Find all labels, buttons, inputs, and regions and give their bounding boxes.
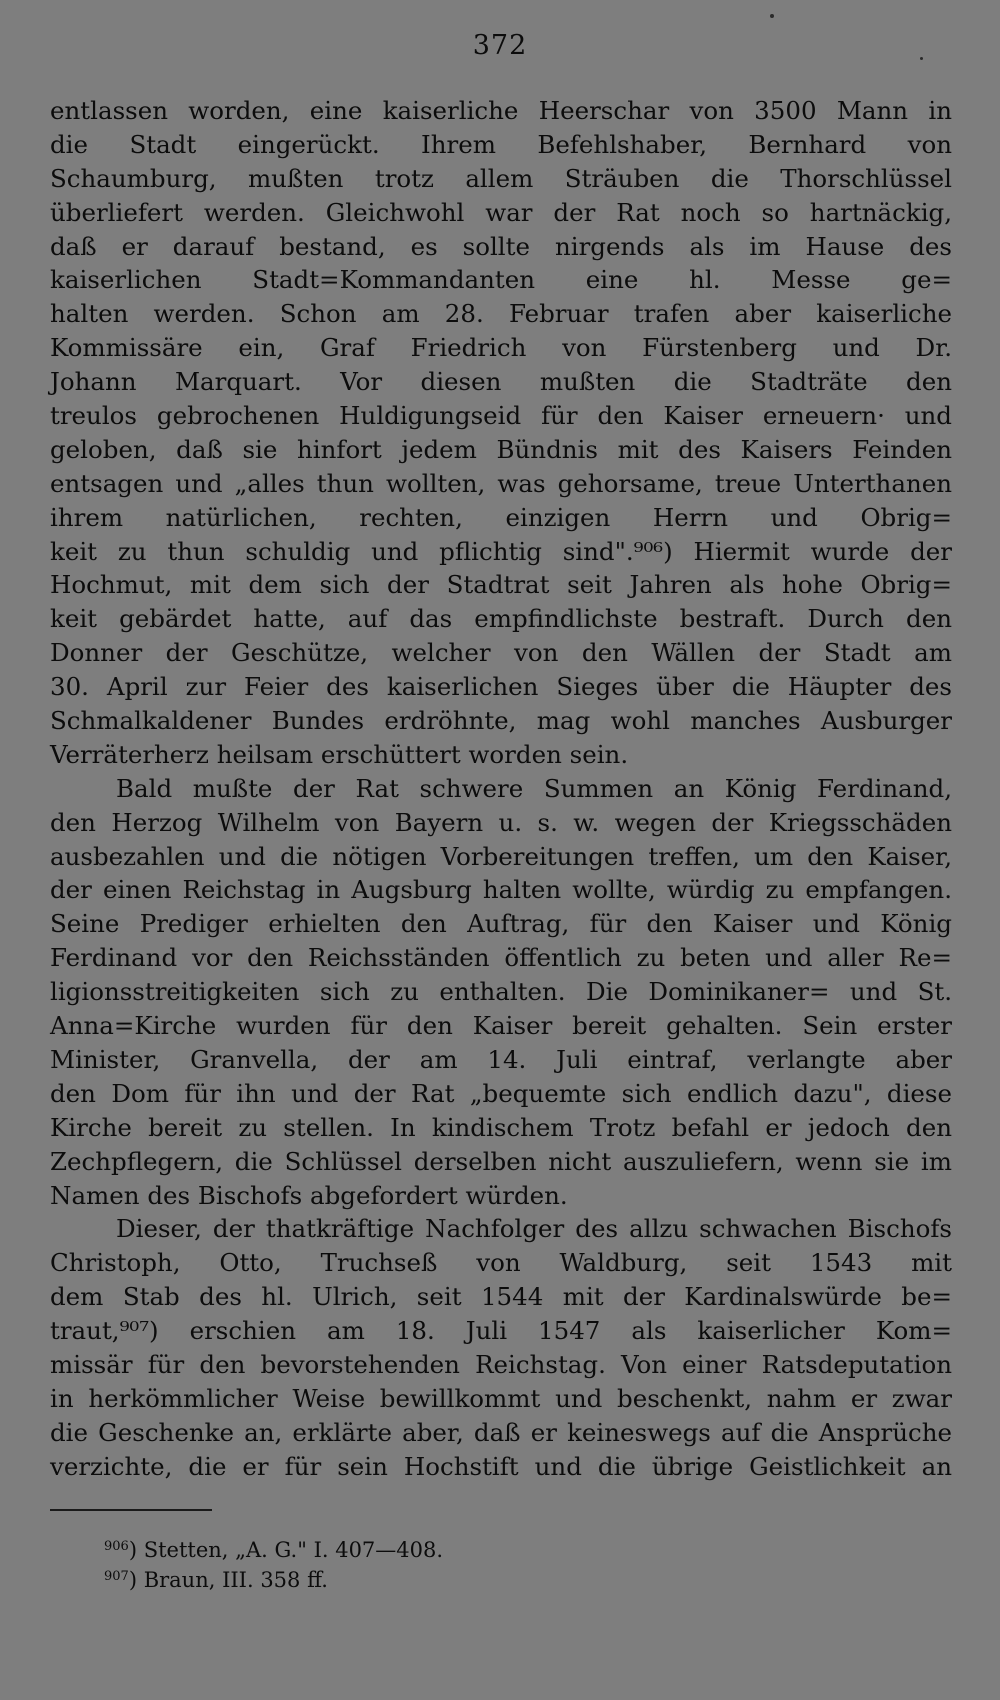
paper-speck <box>770 14 774 18</box>
text-line: 30. April zur Feier des kaiserlichen Sieges über die Häupter des <box>50 672 952 702</box>
text-line: Verräterherz heilsam erschüttert worden sein. <box>50 739 629 769</box>
text-line: Ferdinand vor den Reichsständen öffentlich zu beten und aller Re= <box>50 943 952 973</box>
text-line: Dieser, der thatkräftige Nachfolger des allzu schwachen Bischofs <box>116 1214 952 1244</box>
paper-speck <box>920 57 923 60</box>
text-line: der einen Reichstag in Augsburg halten wollte, würdig zu empfangen. <box>50 875 952 905</box>
text-line: ausbezahlen und die nötigen Vorbereitungen treffen, um den Kaiser, <box>50 841 952 871</box>
text-line: Zechpflegern, die Schlüssel derselben nicht auszuliefern, wenn sie im <box>50 1146 952 1176</box>
text-line: keit zu thun schuldig und pflichtig sind".⁹⁰⁶) Hiermit wurde der <box>50 536 952 566</box>
footnote <box>104 1532 904 1562</box>
text-line: die Stadt eingerückt. Ihrem Befehlshaber, Bernhard von <box>50 129 952 159</box>
text-line: die Geschenke an, erklärte aber, daß er keineswegs auf die Ansprüche <box>50 1417 952 1447</box>
text-line: verzichte, die er für sein Hochstift und die übrige Geistlichkeit an <box>50 1451 952 1481</box>
text-line: ligionsstreitigkeiten sich zu enthalten. Die Dominikaner= und St. <box>50 977 952 1007</box>
text-line: Schaumburg, mußten trotz allem Sträuben die Thorschlüssel <box>50 163 952 193</box>
text-line: treulos gebrochenen Huldigungseid für den Kaiser erneuern· und <box>50 401 952 431</box>
footnote-mark: 906 <box>104 1539 129 1554</box>
text-line: daß er darauf bestand, es sollte nirgends als im Hause des <box>50 231 952 261</box>
footnotes <box>104 1532 904 1592</box>
text-line: halten werden. Schon am 28. Februar trafen aber kaiserliche <box>50 299 952 329</box>
text-line: ihrem natürlichen, rechten, einzigen Herrn und Obrig= <box>50 502 952 532</box>
text-line: Bald mußte der Rat schwere Summen an König Ferdinand, <box>116 773 952 803</box>
text-line: in herkömmlicher Weise bewillkommt und beschenkt, nahm er zwar <box>50 1383 952 1413</box>
footnote <box>104 1562 904 1592</box>
text-line: Anna=Kirche wurden für den Kaiser bereit gehalten. Sein erster <box>50 1011 952 1041</box>
text-line: Kommissäre ein, Graf Friedrich von Fürstenberg und Dr. <box>50 333 952 363</box>
text-line: dem Stab des hl. Ulrich, seit 1544 mit der Kardinalswürde be= <box>50 1282 952 1312</box>
text-line: geloben, daß sie hinfort jedem Bündnis mit des Kaisers Feinden <box>50 434 952 464</box>
text-line: den Dom für ihn und der Rat „bequemte sich endlich dazu", diese <box>50 1078 952 1108</box>
text-line: Seine Prediger erhielten den Auftrag, für den Kaiser und König <box>50 909 952 939</box>
text-line: Minister, Granvella, der am 14. Juli eintraf, verlangte aber <box>50 1044 952 1074</box>
text-line: traut,⁹⁰⁷) erschien am 18. Juli 1547 als kaiserlicher Kom= <box>50 1316 952 1346</box>
text-line: Donner der Geschütze, welcher von den Wällen der Stadt am <box>50 638 952 668</box>
footnote-mark: 907 <box>104 1569 129 1584</box>
text-line: Johann Marquart. Vor diesen mußten die Stadträte den <box>50 367 952 397</box>
text-line: Schmalkaldener Bundes erdröhnte, mag wohl manches Ausburger <box>50 706 952 736</box>
page-number: 372 <box>472 30 528 61</box>
text-line: keit gebärdet hatte, auf das empfindlichste bestraft. Durch den <box>50 604 952 634</box>
footnote-rule <box>50 1509 212 1511</box>
text-line: kaiserlichen Stadt=Kommandanten eine hl. Messe ge= <box>50 265 952 295</box>
text-line: Namen des Bischofs abgefordert würden. <box>50 1180 568 1210</box>
text-line: den Herzog Wilhelm von Bayern u. s. w. wegen der Kriegsschäden <box>50 807 952 837</box>
text-line: missär für den bevorstehenden Reichstag. Von einer Ratsdeputation <box>50 1349 952 1379</box>
text-line: Christoph, Otto, Truchseß von Waldburg, seit 1543 mit <box>50 1248 952 1278</box>
text-line: Hochmut, mit dem sich der Stadtrat seit Jahren als hohe Obrig= <box>50 570 952 600</box>
text-line: Kirche bereit zu stellen. In kindischem Trotz befahl er jedoch den <box>50 1112 952 1142</box>
text-line: entlassen worden, eine kaiserliche Heerschar von 3500 Mann in <box>50 96 952 125</box>
body-text <box>50 94 952 1484</box>
footnote-text: ) Braun, III. 358 ff. <box>128 1568 328 1592</box>
text-line: entsagen und „alles thun wollten, was gehorsame, treue Unterthanen <box>50 468 952 498</box>
text-line: überliefert werden. Gleichwohl war der Rat noch so hartnäckig, <box>50 197 952 227</box>
footnote-text: ) Stetten, „A. G." I. 407—408. <box>128 1538 444 1562</box>
